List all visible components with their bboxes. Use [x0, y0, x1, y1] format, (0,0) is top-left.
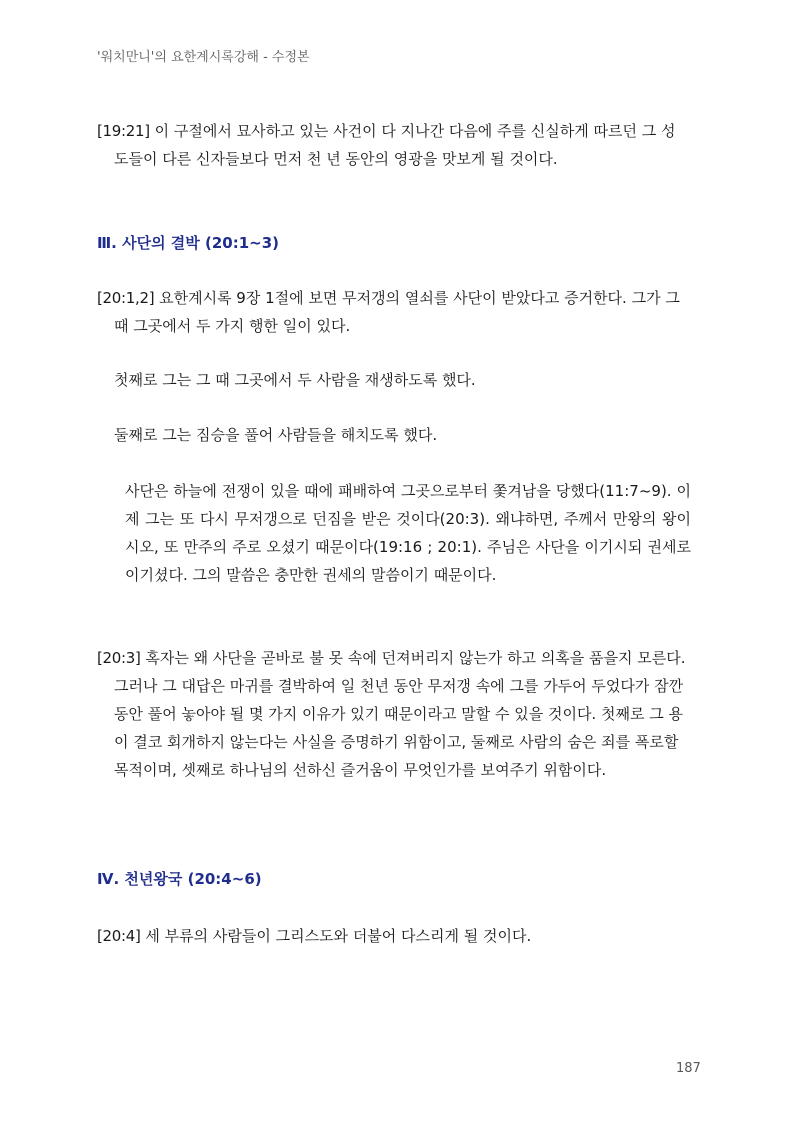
verse-ref: [19:21] — [97, 122, 150, 140]
paragraph-19-21 — [97, 117, 687, 173]
verse-ref: [20:4] — [97, 927, 141, 945]
section-heading-3: Ⅲ. 사단의 결박 (20:1~3) — [97, 234, 280, 252]
paragraph-text: 이 구절에서 묘사하고 있는 사건이 다 지나간 다음에 주를 신실하게 따르던 그 성도들이 다른 신자들보다 먼저 천 년 동안의 영광을 맛보게 될 것이다. — [114, 122, 676, 168]
page-number: 187 — [676, 1061, 701, 1076]
paragraph-20-3 — [97, 644, 687, 784]
paragraph-text: 세 부류의 사람들이 그리스도와 더불어 다스리게 될 것이다. — [145, 927, 532, 945]
paragraph-text: 혹자는 왜 사단을 곧바로 불 못 속에 던져버리지 않는가 하고 의혹을 품을지 모른다. 그러나 그 대답은 마귀를 결박하여 일 천년 동안 무저갱 속에 그를 가두어 두었다가 잠깐 동안 풀어 놓아야 될 몇 가지 이유가 있기 때문이라고 말할 수 있을 것이다. 첫째로 그 용이 결코 회개하지 않는다는 사실을 증명하기 위함이고, 둘째로 사람의 숨은 죄를 폭로할 목적이며, 셋째로 하나님의 선하신 즐거움이 무엇인가를 보여주기 위함이다. — [114, 649, 686, 779]
running-header: '워치만니'의 요한계시록강해 - 수정본 — [97, 50, 310, 65]
paragraph-20-1-2 — [97, 284, 687, 340]
verse-ref: [20:3] — [97, 649, 141, 667]
section-heading-4: Ⅳ. 천년왕국 (20:4~6) — [97, 870, 262, 888]
second-point: 둘째로 그는 짐승을 풀어 사람들을 해치도록 했다. — [114, 426, 438, 444]
verse-ref: [20:1,2] — [97, 289, 155, 307]
first-point: 첫째로 그는 그 때 그곳에서 두 사람을 재생하도록 했다. — [114, 371, 476, 389]
indented-quote: 사단은 하늘에 전쟁이 있을 때에 패배하여 그곳으로부터 쫓겨남을 당했다(11:7~9). 이제 그는 또 다시 무저갱으로 던짐을 받은 것이다(20:3). 왜냐하면, 주께서 만왕의 왕이시오, 또 만주의 주로 오셨기 때문이다(19:16 ; 20:1). 주님은 사단을 이기시되 권세로 이기셨다. 그의 말씀은 충만한 권세의 말씀이기 때문이다. — [125, 482, 691, 584]
paragraph-text: 요한계시록 9장 1절에 보면 무저갱의 열쇠를 사단이 받았다고 증거한다. 그가 그 때 그곳에서 두 가지 행한 일이 있다. — [114, 289, 680, 335]
paragraph-20-4 — [97, 922, 687, 950]
